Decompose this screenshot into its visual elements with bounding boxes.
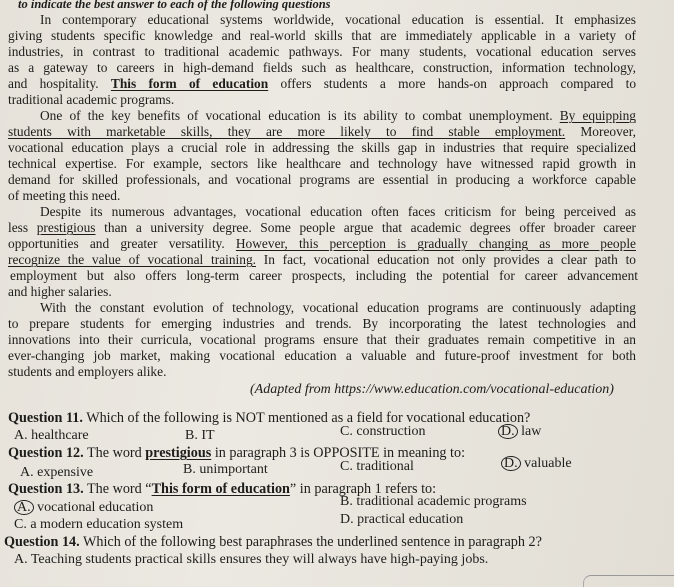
underlined-perception-end: recognize the value of vocational training. bbox=[8, 252, 257, 267]
p4-line-1: With the constant evolution of technology, vocational education programs are continuously adapting bbox=[40, 300, 636, 315]
p2-line-4: technical expertise. For example, sectors like healthcare and technology have witnessed rapid growth in bbox=[8, 156, 636, 171]
q13-option-a[interactable]: A. vocational education bbox=[14, 500, 153, 516]
p2-line-3: vocational education plays a crucial role in addressing the skills gap in industries that require specialized bbox=[8, 140, 636, 155]
p1-line-4: as a gateway to careers in high-demand fields such as healthcare, construction, information technology, bbox=[8, 60, 636, 75]
question-13: Question 13. The word “This form of education” in paragraph 1 refers to: bbox=[8, 481, 437, 497]
q11-option-b[interactable]: B. IT bbox=[185, 428, 215, 443]
question-11: Question 11. Which of the following is NOT mentioned as a field for vocational education? bbox=[8, 410, 531, 426]
p3-line-1: Despite its numerous advantages, vocational education often faces criticism for being perceived as bbox=[40, 204, 636, 219]
q13-option-c[interactable]: C. a modern education system bbox=[14, 517, 184, 532]
q12-option-a[interactable]: A. expensive bbox=[20, 465, 94, 480]
p3-line-2: less prestigious than a university degree. Some people argue that academic degrees offer broader career bbox=[8, 220, 636, 235]
p1-line-5: and hospitality. This form of education offers students a more hands-on approach compared to bbox=[8, 76, 637, 91]
p4-line-2: to prepare students for emerging industries and trends. By incorporating the latest technologies and bbox=[8, 316, 636, 331]
source-citation: (Adapted from https://www.education.com/vocational-education) bbox=[250, 382, 614, 397]
q14-option-a[interactable]: A. Teaching students practical skills ensures they will always have high-paying jobs. bbox=[14, 552, 489, 567]
p1-line-3: industries, in contrast to traditional academic pathways. For many students, vocational education serves bbox=[8, 44, 636, 59]
q11-option-d[interactable]: D. law bbox=[498, 424, 541, 440]
p2-line-1: One of the key benefits of vocational education is its ability to combat unemployment. By equipping bbox=[40, 108, 637, 123]
p3-line-3: opportunities and greater versatility. However, this perception is gradually changing as more people bbox=[8, 236, 636, 251]
underlined-sentence-end: students with marketable skills, they are more likely to find stable employment. bbox=[8, 124, 566, 139]
p4-line-5: students and employers alike. bbox=[8, 364, 167, 379]
q13-option-b[interactable]: B. traditional academic programs bbox=[340, 494, 527, 509]
underlined-word-prestigious: prestigious bbox=[36, 220, 96, 235]
p1-line-6: traditional academic programs. bbox=[8, 92, 175, 107]
p2-line-5: demand for skilled professionals, and vocational programs are essential in producing a workforce capable bbox=[8, 172, 636, 187]
underlined-perception-start: However, this perception is gradually changing as more people bbox=[235, 236, 636, 251]
q12-option-d[interactable]: D. valuable bbox=[501, 456, 572, 472]
underlined-phrase-this-form: This form of education bbox=[110, 76, 269, 91]
page-edge-decoration bbox=[583, 575, 674, 587]
q12-option-c[interactable]: C. traditional bbox=[340, 459, 414, 474]
selected-answer-circle: A. bbox=[14, 500, 34, 515]
p4-line-3: innovations into their curricula, vocational programs ensure that their graduates remain competitive in an bbox=[8, 332, 636, 347]
p1-line-1: In contemporary educational systems worldwide, vocational education is essential. It emphasizes bbox=[40, 12, 636, 27]
question-12: Question 12. The word prestigious in paragraph 3 is OPPOSITE in meaning to: bbox=[8, 445, 466, 461]
q12-option-b[interactable]: B. unimportant bbox=[183, 462, 268, 477]
p3-line-6: and higher salaries. bbox=[8, 284, 112, 299]
p3-line-5: employment but also offers long-term career prospects, including the potential for career advancement bbox=[10, 268, 638, 283]
p1-line-2: giving students specific knowledge and real-world skills that are immediately applicable in a variety of bbox=[8, 28, 636, 43]
question-14: Question 14. Which of the following best paraphrases the underlined sentence in paragraph 2? bbox=[4, 534, 542, 550]
instructions-header: to indicate the best answer to each of the following questions bbox=[18, 0, 331, 11]
selected-answer-circle: D. bbox=[498, 424, 518, 439]
underlined-sentence-start: By equipping bbox=[559, 108, 637, 123]
p3-line-4: recognize the value of vocational training. In fact, vocational education not only provides a clear path to bbox=[8, 252, 636, 267]
p2-line-6: of meeting this need. bbox=[8, 188, 121, 203]
q13-option-d[interactable]: D. practical education bbox=[340, 512, 464, 527]
selected-answer-circle: D. bbox=[501, 456, 521, 471]
q11-option-c[interactable]: C. construction bbox=[340, 424, 426, 439]
p4-line-4: ever-changing job market, making vocational education a valuable and future-proof investment for both bbox=[8, 348, 636, 363]
p2-line-2: students with marketable skills, they are more likely to find stable employment. Moreover, bbox=[8, 124, 636, 139]
q11-option-a[interactable]: A. healthcare bbox=[14, 428, 89, 443]
